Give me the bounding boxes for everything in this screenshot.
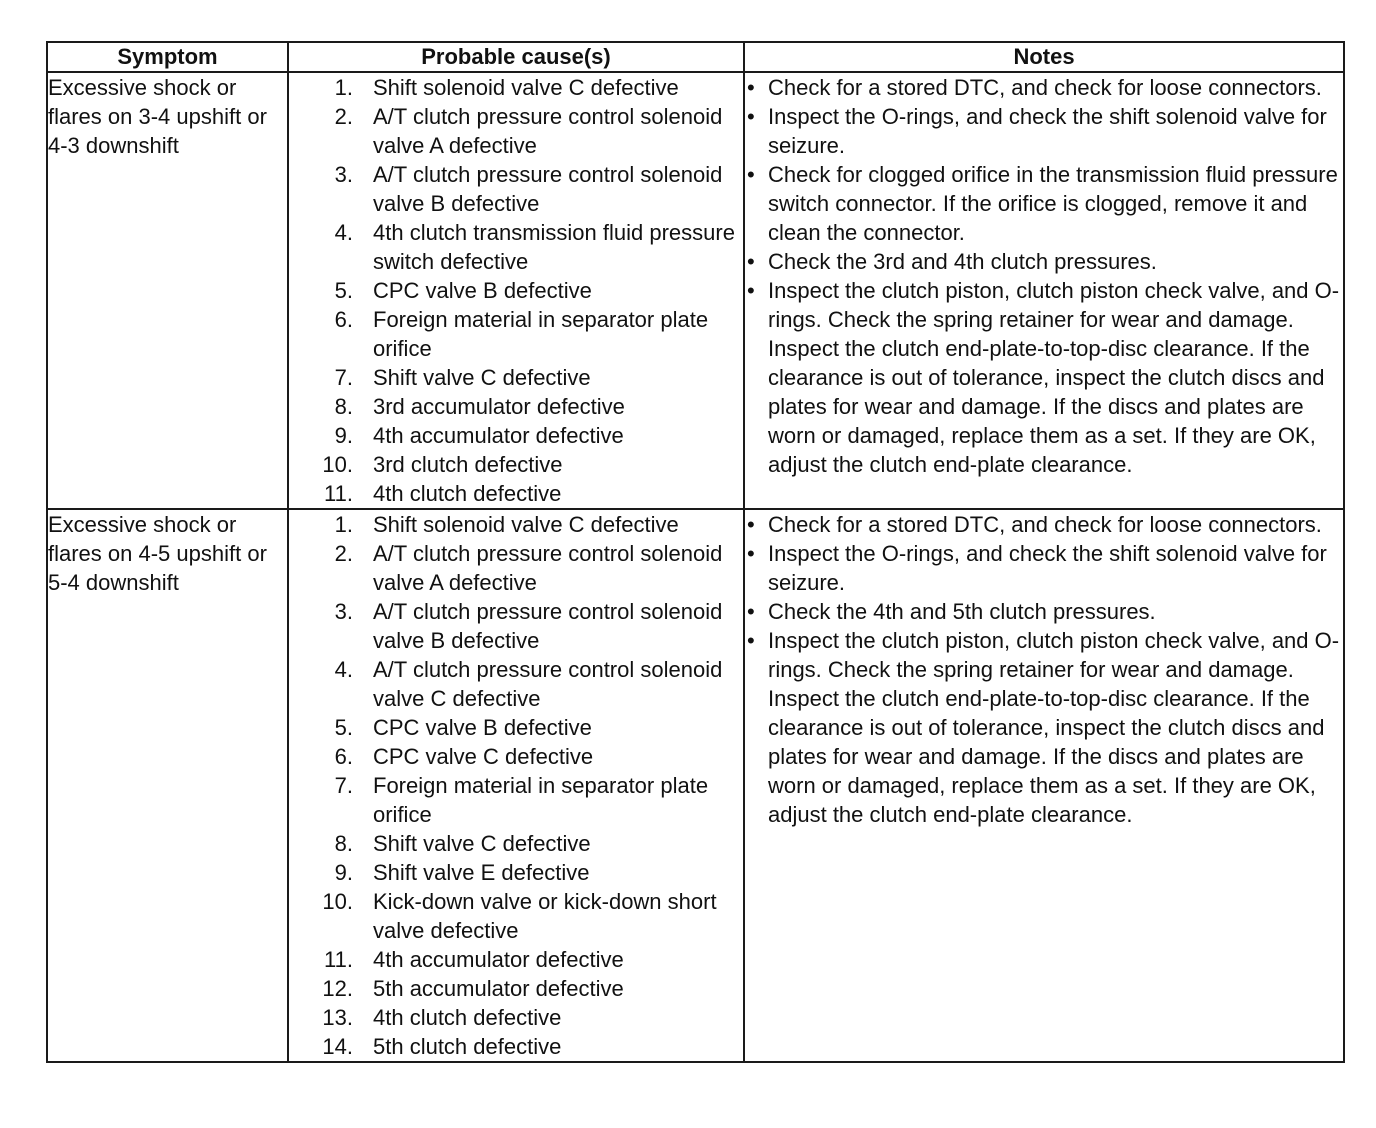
note-item	[745, 597, 1343, 626]
cause-item	[289, 450, 743, 479]
cause-item	[289, 887, 743, 945]
bullet-icon: •	[747, 541, 755, 566]
cause-item	[289, 392, 743, 421]
symptom-cell: Excessive shock or flares on 4-5 upshift or 5-4 downshift	[47, 509, 288, 1062]
note-item	[745, 539, 1343, 597]
cause-number: 11.	[324, 481, 353, 506]
cause-number: 11.	[324, 947, 353, 972]
bullet-icon: •	[747, 599, 755, 624]
bullet-icon: •	[747, 512, 755, 537]
cause-number: 2.	[334, 104, 353, 129]
cause-number: 9.	[334, 423, 353, 448]
table-row	[47, 72, 1344, 509]
causes-cell	[288, 72, 744, 509]
note-text: Check for a stored DTC, and check for loose connectors.	[768, 75, 1322, 100]
cause-item	[289, 1032, 743, 1061]
cause-text: 4th clutch defective	[373, 481, 562, 506]
cause-item	[289, 1003, 743, 1032]
note-text: Inspect the clutch piston, clutch piston check valve, and O-rings. Check the spring retainer for wear and damage. Inspect the clutch end-plate-to-top-disc clearance. If the clearance is out of tolerance, inspect the clutch discs and plates for wear and damage. If the discs and plates are worn or damaged, replace them as a set. If they are OK, adjust the clutch end-plate clearance.	[768, 278, 1340, 477]
cause-item	[289, 305, 743, 363]
note-item	[745, 276, 1343, 479]
cause-item	[289, 102, 743, 160]
cause-number: 3.	[334, 162, 353, 187]
cause-number: 7.	[334, 773, 353, 798]
note-text: Inspect the O-rings, and check the shift solenoid valve for seizure.	[768, 104, 1327, 158]
cause-text: Shift valve C defective	[373, 831, 591, 856]
note-text: Check for clogged orifice in the transmission fluid pressure switch connector. If the orifice is clogged, remove it and clean the connector.	[768, 162, 1338, 245]
header-symptom: Symptom	[47, 42, 288, 72]
note-item	[745, 102, 1343, 160]
cause-item	[289, 829, 743, 858]
cause-number: 1.	[334, 512, 353, 537]
cause-number: 4.	[334, 220, 353, 245]
cause-item	[289, 276, 743, 305]
cause-number: 9.	[334, 860, 353, 885]
table-header	[47, 42, 1344, 72]
cause-text: CPC valve B defective	[373, 278, 592, 303]
note-item	[745, 510, 1343, 539]
note-text: Check the 4th and 5th clutch pressures.	[768, 599, 1156, 624]
note-text: Inspect the O-rings, and check the shift solenoid valve for seizure.	[768, 541, 1327, 595]
cause-text: Shift solenoid valve C defective	[373, 75, 679, 100]
cause-item	[289, 858, 743, 887]
cause-number: 8.	[334, 394, 353, 419]
note-item	[745, 73, 1343, 102]
cause-item	[289, 597, 743, 655]
note-item	[745, 626, 1343, 829]
cause-number: 5.	[334, 278, 353, 303]
bullet-icon: •	[747, 628, 755, 653]
cause-text: 5th clutch defective	[373, 1034, 562, 1059]
cause-number: 10.	[322, 889, 353, 914]
cause-number: 12.	[322, 976, 353, 1001]
cause-text: A/T clutch pressure control solenoid valve B defective	[373, 162, 723, 216]
cause-item	[289, 73, 743, 102]
cause-number: 6.	[334, 744, 353, 769]
cause-number: 3.	[334, 599, 353, 624]
table-row	[47, 509, 1344, 1062]
notes-cell	[744, 509, 1344, 1062]
cause-text: Shift solenoid valve C defective	[373, 512, 679, 537]
cause-text: CPC valve C defective	[373, 744, 594, 769]
symptom-cell: Excessive shock or flares on 3-4 upshift or 4-3 downshift	[47, 72, 288, 509]
notes-list	[745, 73, 1343, 479]
cause-text: Shift valve C defective	[373, 365, 591, 390]
cause-number: 7.	[334, 365, 353, 390]
cause-text: 4th accumulator defective	[373, 423, 624, 448]
cause-text: Kick-down valve or kick-down short valve defective	[373, 889, 717, 943]
note-item	[745, 247, 1343, 276]
bullet-icon: •	[747, 104, 755, 129]
cause-number: 10.	[322, 452, 353, 477]
cause-item	[289, 421, 743, 450]
cause-item	[289, 539, 743, 597]
cause-text: CPC valve B defective	[373, 715, 592, 740]
header-notes: Notes	[744, 42, 1344, 72]
header-row	[47, 42, 1344, 72]
bullet-icon: •	[747, 75, 755, 100]
cause-item	[289, 713, 743, 742]
cause-item	[289, 771, 743, 829]
cause-item	[289, 510, 743, 539]
cause-number: 5.	[334, 715, 353, 740]
bullet-icon: •	[747, 249, 755, 274]
cause-number: 2.	[334, 541, 353, 566]
header-probable-causes: Probable cause(s)	[288, 42, 744, 72]
note-text: Check for a stored DTC, and check for loose connectors.	[768, 512, 1322, 537]
cause-item	[289, 479, 743, 508]
causes-list	[289, 73, 743, 508]
cause-item	[289, 218, 743, 276]
cause-text: A/T clutch pressure control solenoid valve A defective	[373, 104, 723, 158]
cause-item	[289, 974, 743, 1003]
bullet-icon: •	[747, 162, 755, 187]
cause-text: 4th clutch defective	[373, 1005, 562, 1030]
causes-cell	[288, 509, 744, 1062]
cause-text: Shift valve E defective	[373, 860, 590, 885]
cause-text: 5th accumulator defective	[373, 976, 624, 1001]
note-text: Check the 3rd and 4th clutch pressures.	[768, 249, 1157, 274]
note-item	[745, 160, 1343, 247]
bullet-icon: •	[747, 278, 755, 303]
cause-text: 4th accumulator defective	[373, 947, 624, 972]
notes-list	[745, 510, 1343, 829]
cause-number: 8.	[334, 831, 353, 856]
notes-cell	[744, 72, 1344, 509]
cause-item	[289, 945, 743, 974]
causes-list	[289, 510, 743, 1061]
cause-number: 6.	[334, 307, 353, 332]
cause-number: 13.	[322, 1005, 353, 1030]
note-text: Inspect the clutch piston, clutch piston check valve, and O-rings. Check the spring retainer for wear and damage. Inspect the clutch end-plate-to-top-disc clearance. If the clearance is out of tolerance, inspect the clutch discs and plates for wear and damage. If the discs and plates are worn or damaged, replace them as a set. If they are OK, adjust the clutch end-plate clearance.	[768, 628, 1340, 827]
cause-item	[289, 160, 743, 218]
troubleshooting-table	[46, 41, 1345, 1063]
cause-text: A/T clutch pressure control solenoid valve B defective	[373, 599, 723, 653]
cause-text: 3rd accumulator defective	[373, 394, 625, 419]
cause-text: 3rd clutch defective	[373, 452, 563, 477]
cause-item	[289, 363, 743, 392]
cause-text: A/T clutch pressure control solenoid valve A defective	[373, 541, 723, 595]
cause-text: Foreign material in separator plate orifice	[373, 773, 709, 827]
table-body	[47, 72, 1344, 1062]
cause-number: 4.	[334, 657, 353, 682]
cause-text: 4th clutch transmission fluid pressure switch defective	[373, 220, 735, 274]
cause-text: A/T clutch pressure control solenoid valve C defective	[373, 657, 723, 711]
cause-number: 1.	[334, 75, 353, 100]
cause-item	[289, 742, 743, 771]
cause-item	[289, 655, 743, 713]
cause-number: 14.	[322, 1034, 353, 1059]
cause-text: Foreign material in separator plate orifice	[373, 307, 709, 361]
